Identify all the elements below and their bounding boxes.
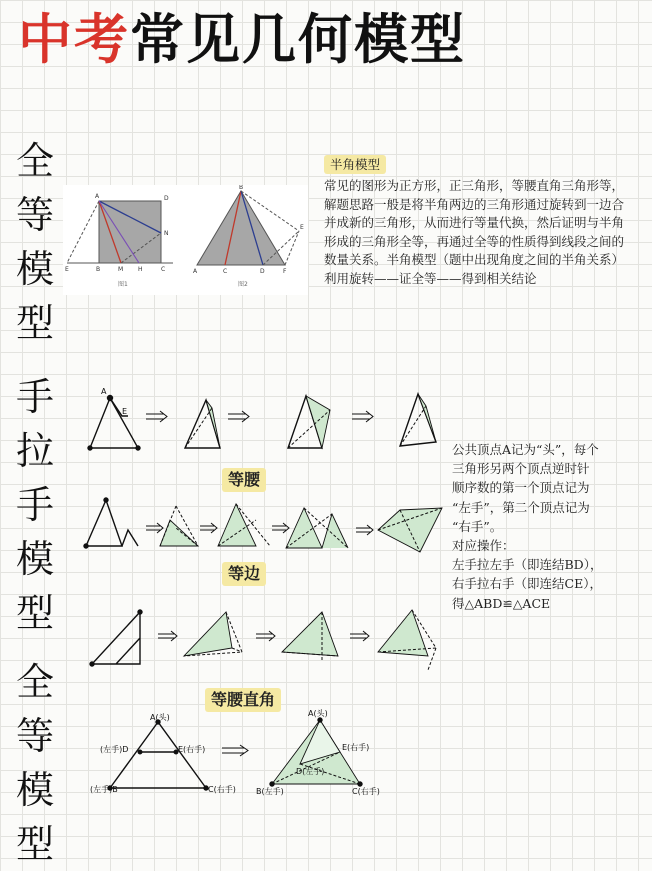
label-right-hand-e: E(右手) xyxy=(178,745,206,754)
label-left-hand-b: (左手)B xyxy=(90,785,118,794)
title-highlight: 中考 xyxy=(18,7,130,71)
title-main: 常见几何模型 xyxy=(130,7,466,71)
row1-isosceles-sequence xyxy=(88,394,436,450)
banjiao-figure-2 xyxy=(193,185,304,275)
side-label-shoulashou: 手 拉 手 模 型 xyxy=(15,375,54,635)
svg-text:N: N xyxy=(164,230,169,237)
label-dengbian: 等边 xyxy=(222,562,266,586)
label-rot-e: E(右手) xyxy=(342,743,370,752)
label-dengyao-zhijiao: 等腰直角 xyxy=(205,688,281,712)
page-title xyxy=(18,4,466,74)
label-dengyao: 等腰 xyxy=(222,468,266,492)
svg-text:D: D xyxy=(164,195,169,202)
label-rot-b: B(左手) xyxy=(256,787,284,796)
svg-text:C: C xyxy=(161,266,166,273)
banjiao-figure xyxy=(63,185,308,295)
row3-equilateral-sequence xyxy=(90,610,436,670)
shoulashou-note: 公共顶点A记为“头”，每个 三角形另两个顶点逆时针 顺序数的第一个顶点记为 “左手”，第二个顶点记为 “右手”。 对应操作： 左手拉左手（即连结BD）， 右手拉右手（即连结CE）， 得△ABD≌△ACE xyxy=(452,442,603,611)
side-label-quandeng-2: 全 等 模 型 xyxy=(15,660,54,866)
label-head: A(头) xyxy=(150,713,170,722)
svg-text:E: E xyxy=(300,224,304,231)
label-rot-c: C(右手) xyxy=(352,787,380,796)
banjiao-text: 常见的图形为正方形，正三角形，等腰直角三角形等，解题思路一般是将半角两边的三角形通过旋转到一边合并成新的三角形，从而进行等量代换，然后证明与半角形成的三角形全等，再通过全等的性质得到线段之间的数量关系。半角模型（题中出现角度之间的半角关系）利用旋转——证全等——得到相关结论 xyxy=(324,178,625,286)
svg-text:E: E xyxy=(65,266,69,273)
label-rot-head: A(头) xyxy=(308,709,328,718)
side-label-quandeng-1: 全 等 模 型 xyxy=(15,139,54,345)
svg-text:E: E xyxy=(122,407,128,416)
row4-isosceles-right-sequence xyxy=(108,718,362,790)
banjiao-caption-2: 图2 xyxy=(238,281,248,288)
label-right-hand-c: C(右手) xyxy=(208,785,236,794)
svg-text:B: B xyxy=(96,266,101,273)
svg-text:F: F xyxy=(283,268,287,275)
svg-text:B: B xyxy=(239,185,244,191)
svg-text:A: A xyxy=(193,268,198,275)
banjiao-caption-1: 图1 xyxy=(118,281,128,288)
banjiao-tag: 半角模型 xyxy=(324,155,386,174)
label-rot-d: D(左手) xyxy=(296,767,325,776)
svg-text:H: H xyxy=(138,266,143,273)
banjiao-figure-1 xyxy=(65,193,173,273)
svg-text:D: D xyxy=(260,268,265,275)
svg-text:M: M xyxy=(118,266,124,273)
shoulashou-figures xyxy=(60,380,450,825)
svg-text:C: C xyxy=(223,268,228,275)
svg-text:A: A xyxy=(95,193,100,200)
label-left-hand-d: (左手)D xyxy=(100,745,129,754)
svg-text:A: A xyxy=(101,387,107,396)
row2-isosceles-pair-sequence xyxy=(84,498,442,552)
